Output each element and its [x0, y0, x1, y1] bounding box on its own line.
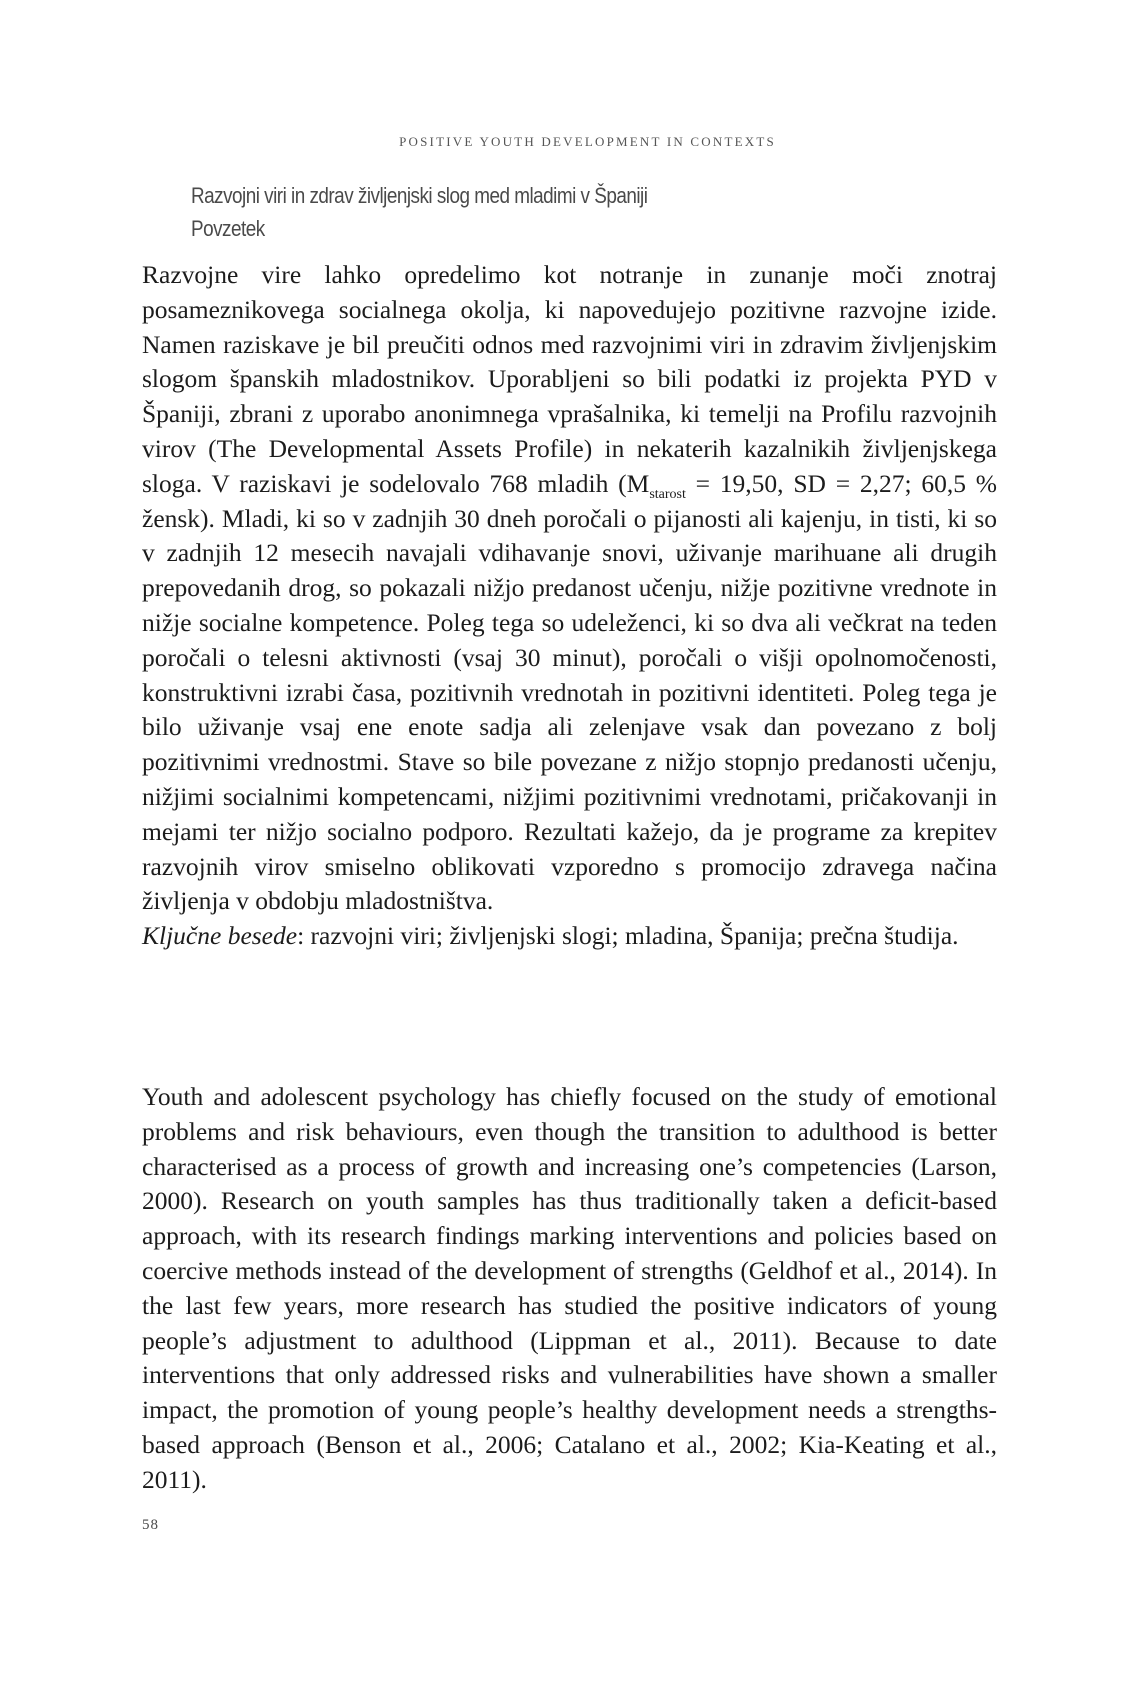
keywords-text: : razvojni viri; življenjski slogi; mladina, Španija; prečna študija.: [297, 921, 959, 951]
keywords-label: Ključne besede: [142, 921, 298, 951]
body-paragraph: Youth and adolescent psychology has chiefly focused on the study of emotional problems and risk behaviours, even though the transition to adulthood is better characterised as a process of growth and increasing one’s competencies (Larson, 2000). Research on youth samples has thus traditionally taken a deficit-based approach, with its research findings marking interventions and policies based on coercive methods instead of the development of strengths (Geldhof et al., 2014). In the last few years, more research has studied the positive indicators of young people’s adjustment to adulthood (Lippman et al., 2011). Because to date interventions that only addressed risks and vulnerabilities have shown a smaller impact, the promotion of young people’s healthy development needs a strengths-based approach (Benson et al., 2006; Catalano et al., 2002; Kia-Keating et al., 2011).: [142, 1082, 997, 1494]
abstract-text-start: Razvojne vire lahko opredelimo kot notranje in zunanje moči znotraj posameznikovega socialnega okolja, ki napovedujejo pozitivne razvojne izide. Namen raziskave je bil preučiti odnos med razvojnimi viri in zdravim življenjskim slogom španskih mladostnikov. Uporabljeni so bili podatki iz projekta PYD v Španiji, zbrani z uporabo anonimnega vprašalnika, ki temelji na Profilu razvojnih virov (The Developmental Assets Profile) in nekaterih kazalnikih življenjskega sloga. V raziskavi je sodelovalo 768 mladih (M: [142, 260, 997, 498]
body-section: [142, 1080, 997, 1498]
page-number: 58: [142, 1517, 159, 1533]
abstract-section: [142, 258, 997, 954]
abstract-text-end: = 19,50, SD = 2,27; 60,5 % žensk). Mladi, ki so v zadnjih 30 dneh poročali o pijanosti ali kajenju, in tisti, ki so v zadnjih 12 mesecih navajali vdihavanje snovi, uživanje marihuane ali drugih prepovedanih drog, so pokazali nižjo predanost učenju, nižje pozitivne vrednote in nižje socialne kompetence. Poleg tega so udeleženci, ki so dva ali večkrat na teden poročali o telesni aktivnosti (vsaj 30 minut), poročali o višji opolnomočenosti, konstruktivni izrabi časa, pozitivnih vrednotah in pozitivni identiteti. Poleg tega je bilo uživanje vsaj ene enote sadja ali zelenjave vsak dan povezano z bolj pozitivnimi vrednostmi. Stave so bile povezane z nižjo stopnjo predanosti učenju, nižjimi socialnimi kompetencami, nižjimi pozitivnimi vrednotami, pričakovanji in mejami ter nižjo socialno podporo. Rezultati kažejo, da je programe za krepitev razvojnih virov smiselno oblikovati vzporedno s promocijo zdravega načina življenja v obdobju mladostništva.: [142, 468, 998, 916]
abstract-heading-block: [191, 179, 647, 245]
subscript-starost: starost: [649, 486, 686, 502]
abstract-paragraph: [142, 258, 997, 919]
running-head: POSITIVE YOUTH DEVELOPMENT IN CONTEXTS: [399, 134, 776, 149]
keywords-line: [142, 919, 997, 954]
abstract-heading: Povzetek: [191, 216, 265, 241]
article-title: Razvojni viri in zdrav življenjski slog med mladimi v Španiji: [191, 183, 648, 208]
